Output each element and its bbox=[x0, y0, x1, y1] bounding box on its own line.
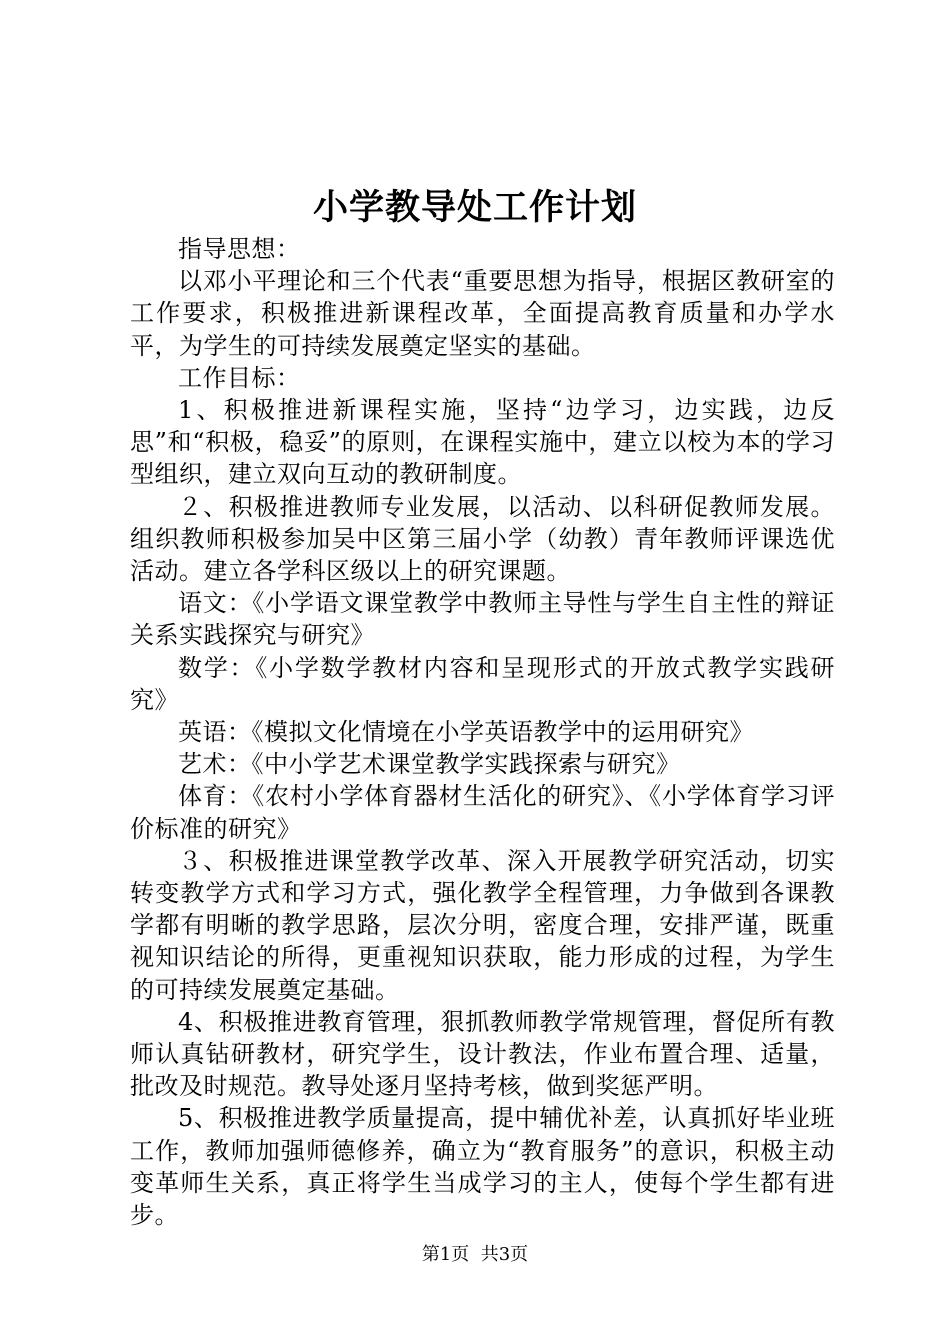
paragraph-goal-4: 4、积极推进教育管理，狠抓教师教学常规管理，督促所有教师认真钻研教材，研究学生，设计教法，作业布置合理、适量，批改及时规范。教导处逐月坚持考核，做到奖惩严明。 bbox=[130, 1007, 835, 1101]
paragraph-goal-5: 5、积极推进教学质量提高，提中辅优补差，认真抓好毕业班工作，教师加强师德修养，确立为“教育服务”的意识，积极主动变革师生关系，真正将学生当成学习的主人，使每个学生都有进步。 bbox=[130, 1104, 835, 1230]
document-body bbox=[130, 233, 835, 1231]
paragraph-goal-2: ２、积极推进教师专业发展，以活动、以科研促教师发展。组织教师积极参加吴中区第三届小学（幼教）青年教师评课选优活动。建立各学科区级以上的研究课题。 bbox=[130, 492, 835, 586]
section-heading-guiding-ideology: 指导思想： bbox=[178, 235, 301, 263]
paragraph-subject-pe: 体育：《农村小学体育器材生活化的研究》、《小学体育学习评价标准的研究》 bbox=[130, 782, 835, 843]
page-title: 小学教导处工作计划 bbox=[312, 187, 637, 228]
page-total: 共3页 bbox=[480, 1244, 529, 1265]
paragraph-subject-arts: 艺术：《中小学艺术课堂教学实践探索与研究》 bbox=[178, 750, 681, 779]
paragraph-subject-english: 英语：《模拟文化情境在小学英语教学中的运用研究》 bbox=[178, 718, 754, 747]
paragraph-subject-math: 数学：《小学数学教材内容和呈现形式的开放式教学实践研究》 bbox=[130, 653, 835, 714]
paragraph-subject-chinese: 语文：《小学语文课堂教学中教师主导性与学生自主性的辩证关系实践探究与研究》 bbox=[130, 589, 835, 650]
paragraph-goal-1: 1、积极推进新课程实施，坚持“边学习，边实践，边反思”和“积极，稳妥”的原则，在课程实施中，建立以校为本的学习型组织，建立双向互动的教研制度。 bbox=[130, 396, 835, 489]
page-number: 第1页 bbox=[421, 1244, 470, 1265]
section-heading-work-goals: 工作目标： bbox=[178, 363, 301, 392]
paragraph-goal-3: ３、积极推进课堂教学改革、深入开展教学研究活动，切实转变教学方式和学习方式，强化教学全程管理，力争做到各课教学都有明晰的教学思路，层次分明，密度合理，安排严谨，既重视知识结论的所得，更重视知识获取，能力形成的过程，为学生的可持续发展奠定基础。 bbox=[130, 846, 835, 1004]
page-footer bbox=[0, 1243, 950, 1267]
paragraph-guiding-ideology: 以邓小平理论和三个代表“重要思想为指导，根据区教研室的工作要求，积极推进新课程改革，全面提高教育质量和办学水平，为学生的可持续发展奠定坚实的基础。 bbox=[130, 267, 835, 360]
